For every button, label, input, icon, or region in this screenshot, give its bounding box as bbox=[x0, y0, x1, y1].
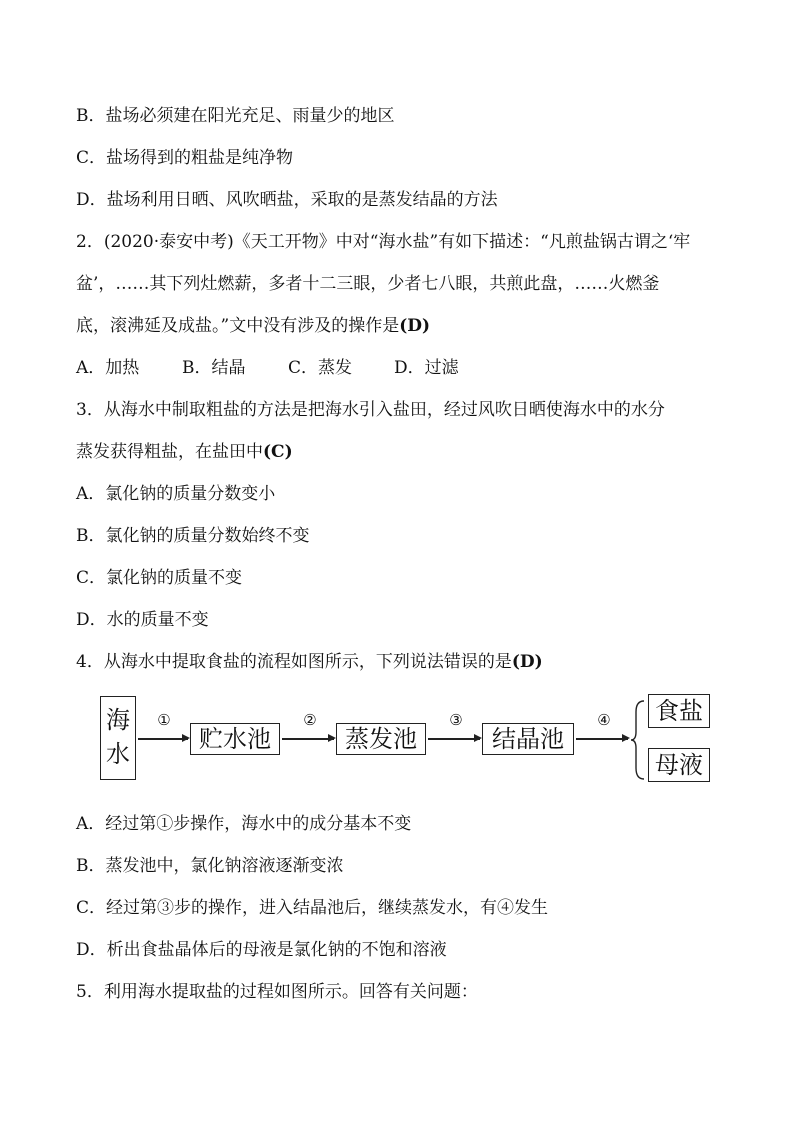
flow-step-1-label: ① bbox=[157, 711, 171, 729]
q1-option-d: D．盐场利用日晒、风吹晒盐，采取的是蒸发结晶的方法 bbox=[76, 190, 498, 210]
flow-step-3-label: ③ bbox=[449, 711, 463, 729]
q3-option-a: A．氯化钠的质量分数变小 bbox=[76, 484, 276, 504]
q4-option-d: D．析出食盐晶体后的母液是氯化钠的不饱和溶液 bbox=[76, 940, 447, 960]
q3-answer: (C) bbox=[263, 442, 293, 462]
q2-option-c: C．蒸发 bbox=[288, 358, 353, 378]
q3-option-b: B．氯化钠的质量分数始终不变 bbox=[76, 526, 310, 546]
flow-box-table-salt: 食盐 bbox=[648, 694, 710, 728]
flow-step-2-label: ② bbox=[303, 711, 317, 729]
q2-stem-line1: 2．(2020·泰安中考)《天工开物》中对“海水盐”有如下描述：“凡煎盐锅古谓之‘牢 bbox=[76, 232, 691, 252]
q2-stem-line3 bbox=[76, 316, 430, 336]
q2-option-a: A．加热 bbox=[76, 358, 140, 378]
q4-option-b: B．蒸发池中，氯化钠溶液逐渐变浓 bbox=[76, 856, 344, 876]
q5-stem-line1: 5．利用海水提取盐的过程如图所示。回答有关问题： bbox=[76, 982, 478, 1002]
q3-stem-line2 bbox=[76, 442, 293, 462]
flow-seawater-char1: 海 bbox=[106, 706, 130, 734]
flow-brace-icon bbox=[630, 700, 646, 780]
q4-answer: (D) bbox=[511, 652, 543, 672]
q3-option-d: D．水的质量不变 bbox=[76, 610, 209, 630]
q2-answer: (D) bbox=[399, 316, 431, 336]
flow-arrow-4 bbox=[576, 738, 628, 740]
q2-option-d: D．过滤 bbox=[394, 358, 459, 378]
flow-arrow-1 bbox=[138, 738, 188, 740]
q3-stem-text: 蒸发获得粗盐，在盐田中 bbox=[76, 442, 263, 462]
flow-box-storage-pool: 贮水池 bbox=[190, 723, 280, 755]
flow-arrow-2 bbox=[282, 738, 334, 740]
flow-box-crystallization-pool: 结晶池 bbox=[482, 723, 574, 755]
q2-stem-line2: 盆’，……其下列灶燃薪，多者十二三眼，少者七八眼，共煎此盘，……火燃釜 bbox=[76, 274, 660, 294]
flow-box-seawater bbox=[100, 696, 136, 780]
flow-box-evaporation-pool: 蒸发池 bbox=[336, 723, 426, 755]
q1-option-c: C．盐场得到的粗盐是纯净物 bbox=[76, 148, 294, 168]
flow-step-4-label: ④ bbox=[597, 711, 611, 729]
q4-option-a: A．经过第①步操作，海水中的成分基本不变 bbox=[76, 814, 412, 834]
q3-option-c: C．氯化钠的质量不变 bbox=[76, 568, 243, 588]
q4-option-c: C．经过第③步的操作，进入结晶池后，继续蒸发水，有④发生 bbox=[76, 898, 549, 918]
flow-box-mother-liquor: 母液 bbox=[648, 748, 710, 782]
q2-option-b: B．结晶 bbox=[182, 358, 246, 378]
q2-stem-text: 底，滚沸延及成盐。”文中没有涉及的操作是 bbox=[76, 316, 400, 336]
q1-option-b: B．盐场必须建在阳光充足、雨量少的地区 bbox=[76, 106, 395, 126]
flow-seawater-char2: 水 bbox=[106, 740, 130, 768]
q3-stem-line1: 3．从海水中制取粗盐的方法是把海水引入盐田，经过风吹日晒使海水中的水分 bbox=[76, 400, 665, 420]
salt-extraction-flow-diagram bbox=[100, 692, 720, 792]
flow-arrow-3 bbox=[428, 738, 480, 740]
q4-stem-text: 4．从海水中提取食盐的流程如图所示，下列说法错误的是 bbox=[76, 652, 512, 672]
q4-stem-line1 bbox=[76, 652, 543, 672]
q2-options bbox=[76, 358, 459, 378]
